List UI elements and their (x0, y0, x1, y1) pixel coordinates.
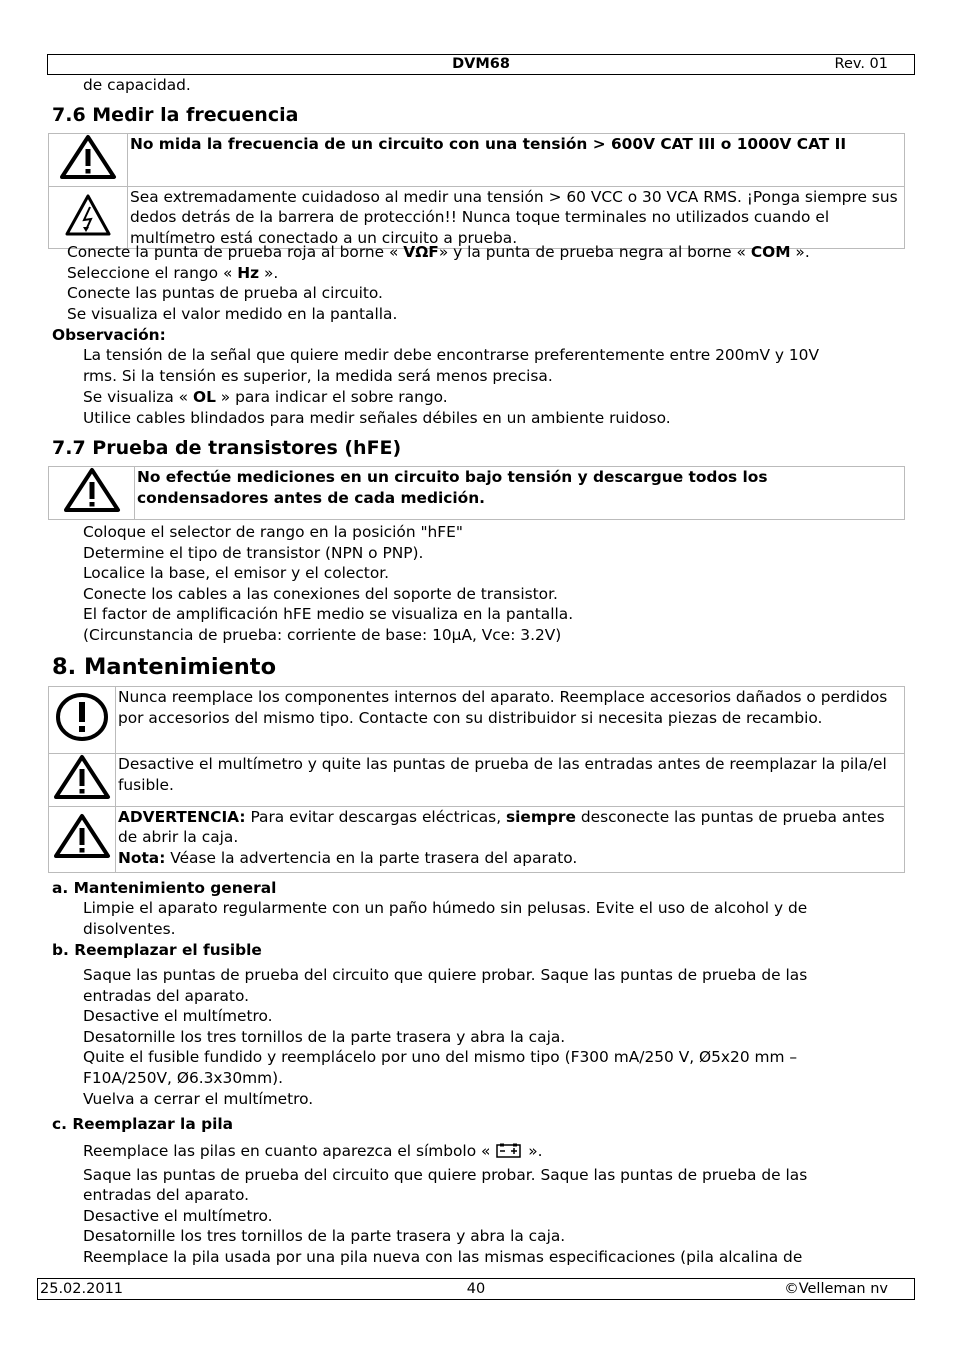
observation-line-3: Utilice cables blindados para medir señales débiles en un ambiente ruidoso. (83, 409, 671, 427)
page-number: 40 (466, 1281, 486, 1297)
list-item: Desactive el multímetro. (83, 1206, 273, 1225)
list-item: Saque las puntas de prueba del circuito que quiere probar. Saque las puntas de prueba de las (83, 1165, 808, 1184)
warning-triangle-icon (49, 134, 128, 187)
observation-line-2: Se visualiza « OL » para indicar el sobre rango. (83, 388, 448, 406)
list-item: Conecte los cables a las conexiones del soporte de transistor. (83, 584, 558, 603)
maintenance-text-2: Desactive el multímetro y quite las puntas de prueba de las entradas antes de reemplazar la pila/el fusible. (116, 754, 905, 807)
list-item: Desactive el multímetro. (83, 1007, 273, 1026)
list-item: Reemplace la pila usada por una pila nueva con las mismas especificaciones (pila alcalina de (83, 1247, 803, 1266)
list-item: Desatornille los tres tornillos de la parte trasera y abra la caja. (83, 1027, 566, 1046)
list-item: Localice la base, el emisor y el colector. (83, 564, 390, 583)
list-item: Determine el tipo de transistor (NPN o PNP). (83, 543, 424, 562)
transistor-steps (83, 522, 573, 646)
subsection-b-title: b. Reemplazar el fusible (52, 941, 262, 959)
battery-steps (83, 1141, 807, 1268)
observation-line-1: La tensión de la señal que quiere medir debe encontrarse preferentemente entre 200mV y 10V (83, 346, 819, 364)
header-model: DVM68 (452, 56, 510, 72)
observation-title: Observación: (52, 326, 166, 344)
subsection-a-title: a. Mantenimiento general (52, 879, 277, 897)
continuation-text: de capacidad. (83, 76, 191, 94)
observation-line-1b: rms. Si la tensión es superior, la medida será menos precisa. (83, 367, 553, 385)
list-item: F10A/250V, Ø6.3x30mm). (83, 1068, 284, 1087)
list-item: entradas del aparato. (83, 986, 249, 1005)
list-item: Vuelva a cerrar el multímetro. (83, 1089, 314, 1108)
section-7-7-title: 7.7 Prueba de transistores (hFE) (52, 437, 402, 459)
subsection-a-text-2: disolventes. (83, 920, 176, 938)
list-item: entradas del aparato. (83, 1186, 249, 1205)
warning-text-frequency: No mida la frecuencia de un circuito con una tensión > 600V CAT III o 1000V CAT II (128, 134, 905, 187)
fuse-steps (83, 965, 807, 1109)
section-7-6-title: 7.6 Medir la frecuencia (52, 104, 299, 126)
page-header (47, 54, 915, 75)
footer-copyright: ©Velleman nv (784, 1281, 888, 1297)
maintenance-text-3: ADVERTENCIA: Para evitar descargas eléctricas, siempre desconecte las puntas de prueba antes de abrir la caja. Nota: Véase la advertencia en la parte trasera del aparato. (116, 806, 905, 872)
battery-icon (495, 1142, 523, 1165)
warning-triangle-icon (49, 806, 116, 872)
subsection-c-title: c. Reemplazar la pila (52, 1115, 234, 1133)
page-footer (37, 1278, 915, 1300)
list-item: Desatornille los tres tornillos de la parte trasera y abra la caja. (83, 1227, 566, 1246)
warning-table-7-6 (48, 133, 905, 249)
warning-table-7-7 (48, 466, 905, 520)
step-connect-probes: Conecte la punta de prueba roja al borne « VΩF» y la punta de prueba negra al borne « COM ». (67, 243, 810, 261)
subsection-a-text-1: Limpie el aparato regularmente con un paño húmedo sin pelusas. Evite el uso de alcohol y de (83, 899, 808, 917)
list-item: El factor de amplificación hFE medio se visualiza en la pantalla. (83, 605, 574, 624)
maintenance-warning-table (48, 686, 905, 873)
exclamation-circle-icon (49, 687, 116, 754)
warning-text-voltage: Sea extremadamente cuidadoso al medir una tensión > 60 VCC o 30 VCA RMS. ¡Ponga siempre sus dedos detrás de la barrera de protección!! Nunca toque terminales no utilizados cuando el multímetro está conectado a un circuito a prueba. (128, 186, 905, 249)
maintenance-text-1: Nunca reemplace los componentes internos del aparato. Reemplace accesorios dañados o perdidos por accesorios del mismo tipo. Contacte con su distribuidor si necesita piezas de recambio. (116, 687, 905, 754)
list-item: Quite el fusible fundido y reemplácelo por uno del mismo tipo (F300 mA/250 V, Ø5x20 mm – (83, 1048, 798, 1067)
step-select-range: Seleccione el rango « Hz ». (67, 264, 279, 282)
list-item: Saque las puntas de prueba del circuito que quiere probar. Saque las puntas de prueba de las (83, 966, 808, 984)
warning-text-transistor: No efectúe mediciones en un circuito bajo tensión y descargue todos los condensadores antes de cada medición. (135, 467, 905, 520)
step-display-value: Se visualiza el valor medido en la pantalla. (67, 305, 398, 323)
warning-triangle-icon (49, 754, 116, 807)
high-voltage-icon (49, 186, 128, 249)
list-item: Reemplace las pilas en cuanto aparezca el símbolo « ». (83, 1141, 807, 1165)
list-item: (Circunstancia de prueba: corriente de base: 10µA, Vce: 3.2V) (83, 625, 562, 644)
warning-triangle-icon (49, 467, 135, 520)
section-8-title: 8. Mantenimiento (52, 654, 277, 680)
list-item: Coloque el selector de rango en la posición "hFE" (83, 523, 463, 541)
footer-date: 25.02.2011 (40, 1281, 124, 1297)
header-revision: Rev. 01 (834, 56, 888, 72)
step-connect-circuit: Conecte las puntas de prueba al circuito. (67, 284, 383, 302)
